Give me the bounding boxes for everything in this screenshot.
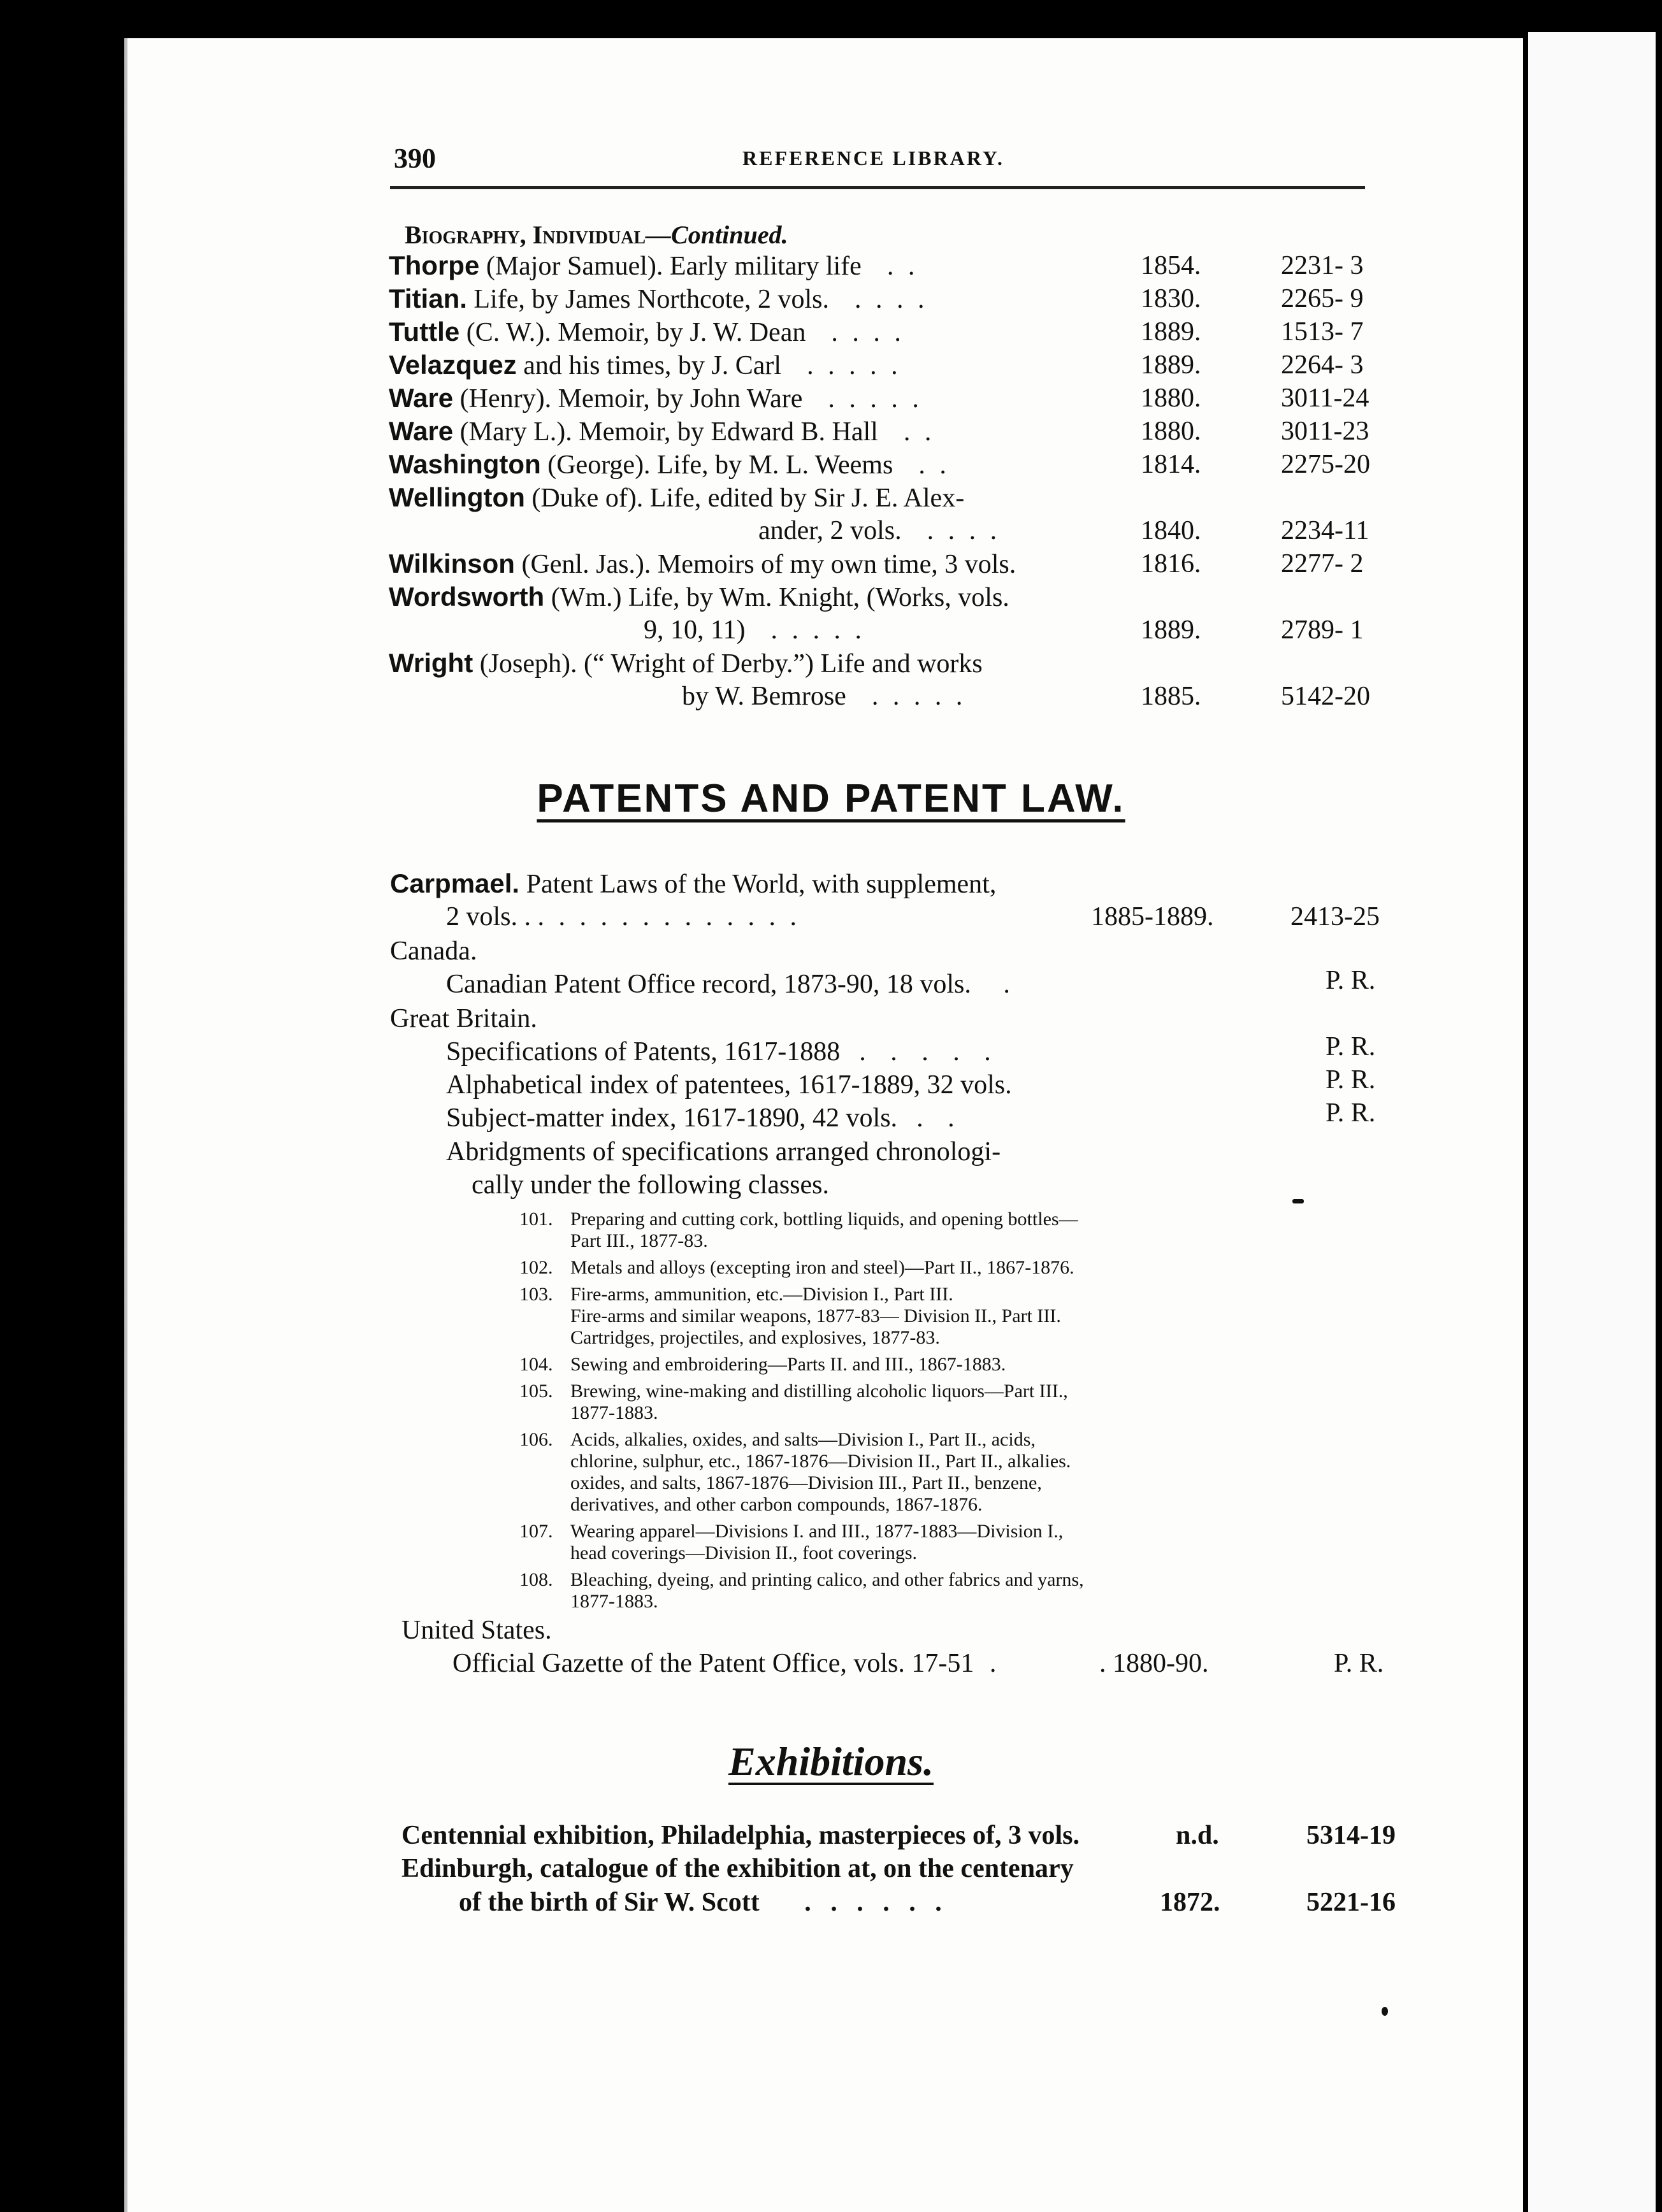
class-description-line: Acids, alkalies, oxides, and salts—Division I., Part II., acids, bbox=[570, 1429, 1036, 1450]
entry-continuation: 2 vols. . bbox=[446, 902, 531, 931]
leader-dots: . . bbox=[916, 1103, 964, 1133]
entry-name: Washington bbox=[389, 449, 541, 479]
patent-class-item bbox=[519, 1521, 1271, 1564]
entry-description: (C. W.). Memoir, by J. W. Dean bbox=[459, 318, 806, 347]
entry-name: Ware bbox=[389, 416, 454, 446]
entry-name: Wellington bbox=[389, 482, 525, 512]
patent-class-item bbox=[519, 1569, 1271, 1612]
section-continued-label bbox=[405, 220, 788, 250]
class-description-line: 1877-1883. bbox=[570, 1591, 658, 1612]
entry-description: (Major Samuel). Early military life bbox=[479, 252, 862, 281]
united-states-label: United States. bbox=[401, 1616, 552, 1645]
great-britain-item bbox=[446, 1103, 964, 1133]
entry-name: Wright bbox=[389, 648, 473, 678]
exhibition-entry-2-date: 1872. bbox=[1160, 1888, 1220, 1917]
leader-dots: . . . . bbox=[854, 285, 929, 314]
entry-title: Patent Laws of the World, with supplement, bbox=[519, 870, 997, 899]
exhibitions-heading-text: Exhibitions. bbox=[728, 1739, 934, 1784]
leader-dots: . . . . . bbox=[871, 682, 967, 711]
united-states-shelf: P. R. bbox=[1334, 1649, 1384, 1678]
biography-entry-continuation bbox=[389, 681, 1383, 717]
entry-description: (Genl. Jas.). Memoirs of my own time, 3 vols. bbox=[514, 550, 1016, 579]
class-description-line: Sewing and embroidering—Parts II. and III., 1867-1883. bbox=[570, 1354, 1006, 1375]
biography-entry-continuation bbox=[389, 615, 1383, 650]
entry-shelf-number: 2275-20 bbox=[1281, 450, 1370, 479]
entry-shelf-number: 2789- 1 bbox=[1281, 615, 1364, 645]
class-number: 108. bbox=[519, 1569, 553, 1590]
biography-entry bbox=[389, 449, 1383, 485]
biography-entry bbox=[389, 648, 1383, 684]
entry-description: (Duke of). Life, edited by Sir J. E. Alex- bbox=[524, 484, 965, 513]
class-number: 107. bbox=[519, 1521, 553, 1542]
leader-dots: . . . . . bbox=[807, 351, 902, 380]
leader-dots: . bbox=[1003, 970, 1014, 999]
patent-class-item bbox=[519, 1354, 1271, 1375]
leader-dots: . . . . bbox=[831, 318, 905, 347]
entry-continuation: by W. Bemrose bbox=[682, 682, 846, 711]
entry-name: Titian. bbox=[389, 284, 467, 313]
item-text: Subject-matter index, 1617-1890, 42 vols. bbox=[446, 1103, 898, 1133]
carpmael-continuation bbox=[446, 901, 800, 932]
class-description-line: Fire-arms, ammunition, etc.—Division I., Part III. bbox=[570, 1284, 953, 1305]
leader-dots: . . . . . . . . . . . . . bbox=[537, 902, 801, 931]
patents-heading-text: PATENTS AND PATENT LAW. bbox=[537, 777, 1125, 821]
biography-entry-continuation bbox=[389, 515, 1383, 551]
biography-entry bbox=[389, 416, 1383, 452]
entry-description: (Wm.) Life, by Wm. Knight, (Works, vols. bbox=[544, 583, 1009, 612]
exhibition-entry-2-continuation bbox=[459, 1887, 948, 1918]
biography-entry bbox=[389, 482, 1383, 518]
entry-shelf-number: 2231- 3 bbox=[1281, 251, 1364, 280]
great-britain-label: Great Britain. bbox=[390, 1004, 537, 1033]
class-description-line: Fire-arms and similar weapons, 1877-83— Division II., Part III. bbox=[570, 1305, 1061, 1326]
class-description-line: Metals and alloys (excepting iron and steel)—Part II., 1867-1876. bbox=[570, 1257, 1074, 1278]
leader-dots: . . . . . bbox=[859, 1037, 1000, 1066]
entry-date: 1880. bbox=[1141, 384, 1201, 413]
entry-date: 1880. bbox=[1141, 417, 1201, 446]
entry-description: (Mary L.). Memoir, by Edward B. Hall bbox=[453, 417, 878, 447]
class-number: 104. bbox=[519, 1354, 553, 1375]
entry-shelf-number: 3011-23 bbox=[1281, 417, 1369, 446]
running-title: REFERENCE LIBRARY. bbox=[742, 147, 1004, 169]
leader-dots: . . . . . . bbox=[804, 1888, 948, 1917]
entry-description: (Joseph). (“ Wright of Derby.”) Life and works bbox=[473, 649, 983, 679]
class-number: 102. bbox=[519, 1257, 553, 1278]
carpmael-shelf: 2413-25 bbox=[1290, 902, 1380, 931]
leader-dots: . . bbox=[903, 417, 936, 447]
canada-item bbox=[446, 969, 1014, 1000]
class-description-line: Bleaching, dyeing, and printing calico, and other fabrics and yarns, bbox=[570, 1569, 1084, 1590]
item-text: Specifications of Patents, 1617-1888 bbox=[446, 1037, 841, 1066]
great-britain-item bbox=[446, 1070, 1012, 1100]
class-description-line: oxides, and salts, 1867-1876—Division III., Part II., benzene, bbox=[570, 1472, 1042, 1493]
item-shelf: P. R. bbox=[1326, 1065, 1376, 1095]
entry-date: 1889. bbox=[1141, 615, 1201, 645]
entry-date: 1816. bbox=[1141, 549, 1201, 578]
carpmael-date: 1885-1889. bbox=[1091, 902, 1214, 931]
leader-dots: . . . . . bbox=[770, 615, 865, 645]
leader-dots: . . . . . bbox=[828, 384, 923, 413]
biography-entry bbox=[389, 582, 1383, 617]
class-number: 101. bbox=[519, 1209, 553, 1230]
facing-page-edge bbox=[1524, 32, 1656, 2212]
entry-description: and his times, by J. Carl bbox=[516, 351, 782, 380]
page-number: 390 bbox=[394, 143, 436, 174]
entry-description: (George). Life, by M. L. Weems bbox=[540, 450, 893, 480]
item-text: Alphabetical index of patentees, 1617-1889, 32 vols. bbox=[446, 1070, 1012, 1100]
entry-description: Life, by James Northcote, 2 vols. bbox=[466, 285, 829, 314]
entry-shelf-number: 2264- 3 bbox=[1281, 350, 1364, 380]
ink-dot bbox=[1382, 2007, 1388, 2016]
canada-label: Canada. bbox=[390, 937, 477, 966]
entry-shelf-number: 2234-11 bbox=[1281, 516, 1369, 545]
exhibitions-heading bbox=[0, 1738, 1662, 1785]
item-shelf: P. R. bbox=[1326, 1032, 1376, 1061]
entry-continuation: of the birth of Sir W. Scott bbox=[459, 1888, 760, 1917]
biography-entry bbox=[389, 383, 1383, 419]
entry-date: 1840. bbox=[1141, 516, 1201, 545]
class-description-line: Preparing and cutting cork, bottling liquids, and opening bottles— bbox=[570, 1209, 1078, 1230]
united-states-item-text: Official Gazette of the Patent Office, vols. 17-51 bbox=[452, 1649, 974, 1678]
biography-entry bbox=[389, 317, 1383, 352]
united-states-item bbox=[452, 1648, 996, 1679]
great-britain-item bbox=[446, 1037, 1000, 1067]
class-description-line: Wearing apparel—Divisions I. and III., 1877-1883—Division I., bbox=[570, 1521, 1064, 1542]
entry-continuation: ander, 2 vols. bbox=[758, 516, 902, 545]
patents-heading bbox=[0, 776, 1662, 821]
class-description-line: derivatives, and other carbon compounds, 1867-1876. bbox=[570, 1494, 983, 1515]
exhibition-entry-2-shelf: 5221-16 bbox=[1306, 1888, 1396, 1917]
canada-shelf: P. R. bbox=[1326, 966, 1376, 995]
entry-name: Wilkinson bbox=[389, 549, 515, 578]
abridgments-line-2: cally under the following classes. bbox=[472, 1170, 830, 1200]
section-label-suffix: —Continued. bbox=[646, 220, 788, 249]
patent-class-item bbox=[519, 1209, 1271, 1252]
ink-mark bbox=[1292, 1199, 1304, 1203]
class-description-line: head coverings—Division II., foot coverings. bbox=[570, 1542, 918, 1563]
class-description-line: 1877-1883. bbox=[570, 1402, 658, 1423]
entry-shelf-number: 2277- 2 bbox=[1281, 549, 1364, 578]
patent-class-item bbox=[519, 1284, 1271, 1349]
exhibition-entry-2: Edinburgh, catalogue of the exhibition at, on the centenary bbox=[401, 1854, 1074, 1883]
entry-date: 1830. bbox=[1141, 284, 1201, 313]
entry-date: 1889. bbox=[1141, 350, 1201, 380]
entry-name: Thorpe bbox=[389, 250, 480, 280]
header-rule bbox=[390, 186, 1365, 189]
entry-shelf-number: 5142-20 bbox=[1281, 682, 1370, 711]
entry-description: (Henry). Memoir, by John Ware bbox=[453, 384, 803, 413]
entry-date: 1889. bbox=[1141, 317, 1201, 347]
entry-continuation: 9, 10, 11) bbox=[644, 615, 746, 645]
entry-shelf-number: 2265- 9 bbox=[1281, 284, 1364, 313]
entry-name: Wordsworth bbox=[389, 582, 545, 612]
class-number: 103. bbox=[519, 1284, 553, 1305]
entry-shelf-number: 3011-24 bbox=[1281, 384, 1369, 413]
leader-dots: . . bbox=[886, 252, 919, 281]
biography-entry bbox=[389, 250, 1383, 286]
entry-name: Ware bbox=[389, 383, 454, 413]
leader-dots: . . . . bbox=[927, 516, 1001, 545]
class-description-line: Cartridges, projectiles, and explosives, 1877-83. bbox=[570, 1327, 940, 1348]
biography-entry bbox=[389, 350, 1383, 385]
exhibition-entry-1-date: n.d. bbox=[1176, 1821, 1219, 1850]
class-description-line: chlorine, sulphur, etc., 1867-1876—Division II., Part II., alkalies. bbox=[570, 1451, 1071, 1472]
entry-date: 1885. bbox=[1141, 682, 1201, 711]
entry-shelf-number: 1513- 7 bbox=[1281, 317, 1364, 347]
patent-class-item bbox=[519, 1257, 1271, 1279]
leader-dots: . bbox=[989, 1649, 997, 1678]
entry-date: 1854. bbox=[1141, 251, 1201, 280]
carpmael-entry bbox=[390, 868, 996, 900]
entry-name: Tuttle bbox=[389, 317, 460, 347]
biography-entry bbox=[389, 549, 1383, 584]
section-label-prefix: Biography, Individual bbox=[405, 220, 646, 249]
class-number: 105. bbox=[519, 1381, 553, 1402]
united-states-date: . 1880-90. bbox=[1099, 1649, 1209, 1678]
class-description-line: Part III., 1877-83. bbox=[570, 1230, 708, 1251]
exhibition-entry-1-shelf: 5314-19 bbox=[1306, 1821, 1396, 1850]
patent-class-item bbox=[519, 1429, 1271, 1516]
class-number: 106. bbox=[519, 1429, 553, 1450]
patent-class-item bbox=[519, 1381, 1271, 1424]
entry-date: 1814. bbox=[1141, 450, 1201, 479]
biography-entry bbox=[389, 284, 1383, 319]
class-description-line: Brewing, wine-making and distilling alcoholic liquors—Part III., bbox=[570, 1381, 1068, 1402]
entry-name: Carpmael. bbox=[390, 868, 520, 898]
entry-name: Velazquez bbox=[389, 350, 517, 380]
exhibition-entry-1: Centennial exhibition, Philadelphia, masterpieces of, 3 vols. bbox=[401, 1821, 1080, 1850]
canada-item-text: Canadian Patent Office record, 1873-90, 18 vols. bbox=[446, 970, 971, 999]
item-shelf: P. R. bbox=[1326, 1098, 1376, 1128]
leader-dots: . . bbox=[918, 450, 950, 480]
abridgments-line-1: Abridgments of specifications arranged chronologi- bbox=[446, 1137, 1001, 1167]
